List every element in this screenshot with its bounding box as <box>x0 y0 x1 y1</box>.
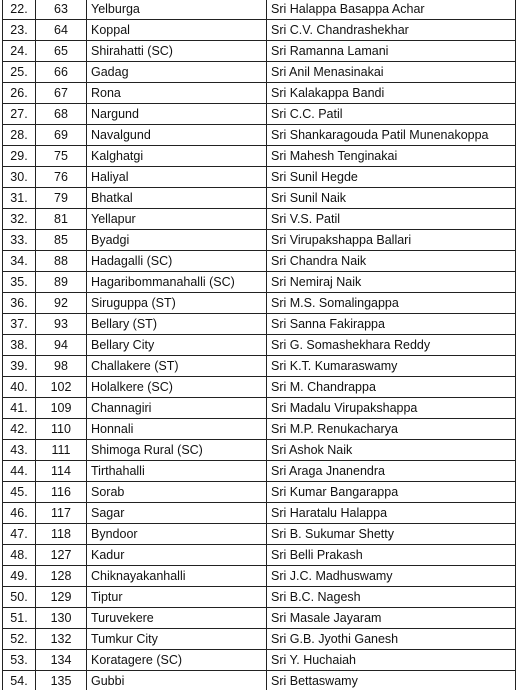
serial-number-cell: 42. <box>3 419 36 440</box>
table-row <box>3 398 516 419</box>
constituency-cell: Holalkere (SC) <box>87 377 267 398</box>
ac-number-cell: 89 <box>36 272 87 293</box>
table-row <box>3 20 516 41</box>
constituency-cell: Turuvekere <box>87 608 267 629</box>
serial-number-cell: 34. <box>3 251 36 272</box>
candidate-cell: Sri Belli Prakash <box>267 545 516 566</box>
candidate-cell: Sri Mahesh Tenginakai <box>267 146 516 167</box>
serial-number-cell: 48. <box>3 545 36 566</box>
serial-number-cell: 35. <box>3 272 36 293</box>
serial-number-cell: 47. <box>3 524 36 545</box>
constituency-cell: Hadagalli (SC) <box>87 251 267 272</box>
table-row <box>3 272 516 293</box>
candidate-cell: Sri Anil Menasinakai <box>267 62 516 83</box>
ac-number-cell: 129 <box>36 587 87 608</box>
constituency-cell: Tumkur City <box>87 629 267 650</box>
candidate-cell: Sri Masale Jayaram <box>267 608 516 629</box>
constituency-cell: Koratagere (SC) <box>87 650 267 671</box>
candidate-cell: Sri B. Sukumar Shetty <box>267 524 516 545</box>
serial-number-cell: 41. <box>3 398 36 419</box>
constituency-cell: Kadur <box>87 545 267 566</box>
table-row <box>3 167 516 188</box>
ac-number-cell: 110 <box>36 419 87 440</box>
table-row <box>3 188 516 209</box>
table-row <box>3 629 516 650</box>
table-row <box>3 566 516 587</box>
table-row <box>3 524 516 545</box>
constituency-cell: Shirahatti (SC) <box>87 41 267 62</box>
constituency-cell: Bellary City <box>87 335 267 356</box>
candidate-cell: Sri G. Somashekhara Reddy <box>267 335 516 356</box>
candidate-cell: Sri Ashok Naik <box>267 440 516 461</box>
constituency-cell: Yelburga <box>87 0 267 20</box>
table-row <box>3 125 516 146</box>
ac-number-cell: 66 <box>36 62 87 83</box>
serial-number-cell: 54. <box>3 671 36 690</box>
ac-number-cell: 114 <box>36 461 87 482</box>
candidate-cell: Sri V.S. Patil <box>267 209 516 230</box>
constituency-cell: Channagiri <box>87 398 267 419</box>
candidate-cell: Sri Haratalu Halappa <box>267 503 516 524</box>
ac-number-cell: 67 <box>36 83 87 104</box>
candidate-cell: Sri Bettaswamy <box>267 671 516 690</box>
ac-number-cell: 118 <box>36 524 87 545</box>
candidate-cell: Sri Nemiraj Naik <box>267 272 516 293</box>
constituency-cell: Sorab <box>87 482 267 503</box>
table-row <box>3 377 516 398</box>
ac-number-cell: 128 <box>36 566 87 587</box>
candidate-cell: Sri Sunil Hegde <box>267 167 516 188</box>
candidate-cell: Sri Kumar Bangarappa <box>267 482 516 503</box>
table-row <box>3 671 516 690</box>
serial-number-cell: 26. <box>3 83 36 104</box>
candidate-cell: Sri Y. Huchaiah <box>267 650 516 671</box>
table-row <box>3 503 516 524</box>
ac-number-cell: 63 <box>36 0 87 20</box>
candidate-table <box>2 0 516 690</box>
constituency-cell: Challakere (ST) <box>87 356 267 377</box>
serial-number-cell: 22. <box>3 0 36 20</box>
serial-number-cell: 27. <box>3 104 36 125</box>
ac-number-cell: 109 <box>36 398 87 419</box>
serial-number-cell: 39. <box>3 356 36 377</box>
constituency-cell: Koppal <box>87 20 267 41</box>
table-row <box>3 146 516 167</box>
table-row <box>3 0 516 20</box>
serial-number-cell: 25. <box>3 62 36 83</box>
constituency-cell: Gadag <box>87 62 267 83</box>
candidate-cell: Sri M.P. Renukacharya <box>267 419 516 440</box>
serial-number-cell: 53. <box>3 650 36 671</box>
constituency-cell: Yellapur <box>87 209 267 230</box>
candidate-cell: Sri Sunil Naik <box>267 188 516 209</box>
candidate-cell: Sri Virupakshappa Ballari <box>267 230 516 251</box>
ac-number-cell: 79 <box>36 188 87 209</box>
constituency-cell: Nargund <box>87 104 267 125</box>
ac-number-cell: 93 <box>36 314 87 335</box>
candidate-cell: Sri Araga Jnanendra <box>267 461 516 482</box>
serial-number-cell: 32. <box>3 209 36 230</box>
constituency-cell: Haliyal <box>87 167 267 188</box>
serial-number-cell: 28. <box>3 125 36 146</box>
constituency-cell: Chiknayakanhalli <box>87 566 267 587</box>
constituency-cell: Byndoor <box>87 524 267 545</box>
constituency-cell: Rona <box>87 83 267 104</box>
constituency-cell: Shimoga Rural (SC) <box>87 440 267 461</box>
table-row <box>3 608 516 629</box>
table-row <box>3 545 516 566</box>
serial-number-cell: 38. <box>3 335 36 356</box>
ac-number-cell: 116 <box>36 482 87 503</box>
candidate-cell: Sri B.C. Nagesh <box>267 587 516 608</box>
ac-number-cell: 94 <box>36 335 87 356</box>
table-row <box>3 230 516 251</box>
candidate-cell: Sri J.C. Madhuswamy <box>267 566 516 587</box>
constituency-cell: Byadgi <box>87 230 267 251</box>
ac-number-cell: 127 <box>36 545 87 566</box>
table-row <box>3 419 516 440</box>
constituency-cell: Tirthahalli <box>87 461 267 482</box>
candidate-cell: Sri Chandra Naik <box>267 251 516 272</box>
table-row <box>3 440 516 461</box>
ac-number-cell: 102 <box>36 377 87 398</box>
serial-number-cell: 50. <box>3 587 36 608</box>
candidate-cell: Sri Halappa Basappa Achar <box>267 0 516 20</box>
ac-number-cell: 68 <box>36 104 87 125</box>
constituency-cell: Navalgund <box>87 125 267 146</box>
serial-number-cell: 29. <box>3 146 36 167</box>
serial-number-cell: 23. <box>3 20 36 41</box>
candidate-cell: Sri C.V. Chandrashekhar <box>267 20 516 41</box>
serial-number-cell: 30. <box>3 167 36 188</box>
serial-number-cell: 45. <box>3 482 36 503</box>
candidate-cell: Sri Ramanna Lamani <box>267 41 516 62</box>
ac-number-cell: 135 <box>36 671 87 690</box>
serial-number-cell: 44. <box>3 461 36 482</box>
ac-number-cell: 134 <box>36 650 87 671</box>
constituency-cell: Hagaribommanahalli (SC) <box>87 272 267 293</box>
table-row <box>3 293 516 314</box>
table-row <box>3 251 516 272</box>
ac-number-cell: 88 <box>36 251 87 272</box>
ac-number-cell: 65 <box>36 41 87 62</box>
table-row <box>3 314 516 335</box>
table-row <box>3 461 516 482</box>
serial-number-cell: 43. <box>3 440 36 461</box>
constituency-cell: Tiptur <box>87 587 267 608</box>
ac-number-cell: 132 <box>36 629 87 650</box>
constituency-cell: Kalghatgi <box>87 146 267 167</box>
serial-number-cell: 24. <box>3 41 36 62</box>
ac-number-cell: 98 <box>36 356 87 377</box>
ac-number-cell: 76 <box>36 167 87 188</box>
ac-number-cell: 81 <box>36 209 87 230</box>
candidate-cell: Sri G.B. Jyothi Ganesh <box>267 629 516 650</box>
candidate-cell: Sri Shankaragouda Patil Munenakoppa <box>267 125 516 146</box>
table-row <box>3 41 516 62</box>
ac-number-cell: 117 <box>36 503 87 524</box>
candidate-cell: Sri Madalu Virupakshappa <box>267 398 516 419</box>
serial-number-cell: 36. <box>3 293 36 314</box>
ac-number-cell: 64 <box>36 20 87 41</box>
table-row <box>3 62 516 83</box>
ac-number-cell: 85 <box>36 230 87 251</box>
serial-number-cell: 37. <box>3 314 36 335</box>
serial-number-cell: 51. <box>3 608 36 629</box>
table-row <box>3 650 516 671</box>
candidate-cell: Sri M. Chandrappa <box>267 377 516 398</box>
ac-number-cell: 75 <box>36 146 87 167</box>
table-row <box>3 482 516 503</box>
serial-number-cell: 31. <box>3 188 36 209</box>
table-body <box>3 0 516 690</box>
serial-number-cell: 49. <box>3 566 36 587</box>
table-row <box>3 335 516 356</box>
ac-number-cell: 69 <box>36 125 87 146</box>
candidate-cell: Sri M.S. Somalingappa <box>267 293 516 314</box>
constituency-cell: Sagar <box>87 503 267 524</box>
table-row <box>3 209 516 230</box>
table-row <box>3 356 516 377</box>
constituency-cell: Gubbi <box>87 671 267 690</box>
constituency-cell: Honnali <box>87 419 267 440</box>
table-row <box>3 104 516 125</box>
serial-number-cell: 33. <box>3 230 36 251</box>
constituency-cell: Siruguppa (ST) <box>87 293 267 314</box>
candidate-cell: Sri K.T. Kumaraswamy <box>267 356 516 377</box>
serial-number-cell: 40. <box>3 377 36 398</box>
table-row <box>3 83 516 104</box>
candidate-cell: Sri Kalakappa Bandi <box>267 83 516 104</box>
serial-number-cell: 46. <box>3 503 36 524</box>
constituency-cell: Bellary (ST) <box>87 314 267 335</box>
candidate-cell: Sri C.C. Patil <box>267 104 516 125</box>
candidate-cell: Sri Sanna Fakirappa <box>267 314 516 335</box>
ac-number-cell: 130 <box>36 608 87 629</box>
serial-number-cell: 52. <box>3 629 36 650</box>
constituency-cell: Bhatkal <box>87 188 267 209</box>
ac-number-cell: 92 <box>36 293 87 314</box>
table-row <box>3 587 516 608</box>
ac-number-cell: 111 <box>36 440 87 461</box>
